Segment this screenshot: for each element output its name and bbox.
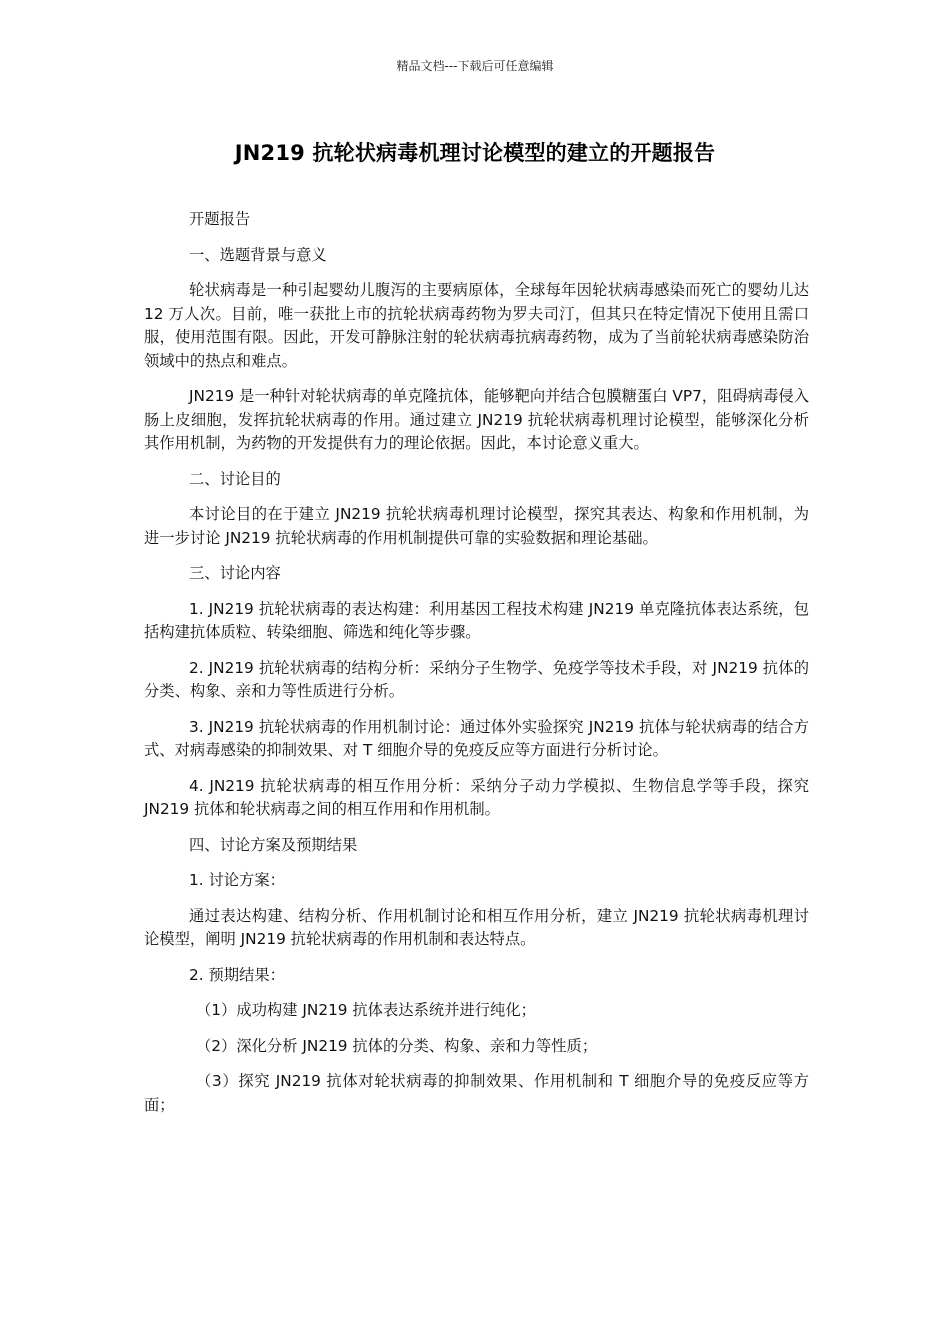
page-header-note: 精品文档---下载后可任意编辑 [396,59,554,73]
document-body [144,208,809,1129]
paragraph-purpose: 本讨论目的在于建立 JN219 抗轮状病毒机理讨论模型，探究其表达、构象和作用机制，为进一步讨论 JN219 抗轮状病毒的作用机制提供可靠的实验数据和理论基础。 [144,505,809,547]
paragraph-report-label: 开题报告 [189,210,251,228]
subheading-plan: 1. 讨论方案： [189,871,285,889]
section-heading-purpose: 二、讨论目的 [189,469,281,488]
paragraph-background-1: 轮状病毒是一种引起婴幼儿腹泻的主要病原体，全球每年因轮状病毒感染而死亡的婴幼儿达 12 万人次。目前，唯一获批上市的抗轮状病毒药物为罗夫司汀，但其只在特定情况下使用且需口服，使用范围有限。因此，开发可静脉注射的轮状病毒抗病毒药物，成为了当前轮状病毒感染防治领域中的热点和难点。 [144,281,809,370]
section-heading-background: 一、选题背景与意义 [189,245,327,264]
paragraph-content-item-2: 2. JN219 抗轮状病毒的结构分析：采纳分子生物学、免疫学等技术手段，对 JN219 抗体的分类、构象、亲和力等性质进行分析。 [144,658,809,700]
subheading-expected-results: 2. 预期结果： [189,965,285,984]
paragraph-background-2: JN219 是一种针对轮状病毒的单克隆抗体，能够靶向并结合包膜糖蛋白 VP7，阻碍病毒侵入肠上皮细胞，发挥抗轮状病毒的作用。通过建立 JN219 抗轮状病毒机理讨论模型，能够深化分析其作用机制，为药物的开发提供有力的理论依据。因此，本讨论意义重大。 [144,387,809,452]
expected-result-1: （1）成功构建 JN219 抗体表达系统并进行纯化； [196,1001,536,1019]
section-heading-plan: 四、讨论方案及预期结果 [189,835,358,854]
paragraph-content-item-1: 1. JN219 抗轮状病毒的表达构建：利用基因工程技术构建 JN219 单克隆抗体表达系统，包括构建抗体质粒、转染细胞、筛选和纯化等步骤。 [144,599,809,641]
section-heading-content: 三、讨论内容 [189,564,281,582]
document-title: JN219 抗轮状病毒机理讨论模型的建立的开题报告 [234,141,716,165]
paragraph-content-item-4: 4. JN219 抗轮状病毒的相互作用分析：采纳分子动力学模拟、生物信息学等手段，探究 JN219 抗体和轮状病毒之间的相互作用和作用机制。 [144,776,809,818]
expected-result-2: （2）深化分析 JN219 抗体的分类、构象、亲和力等性质； [196,1036,598,1055]
paragraph-plan: 通过表达构建、结构分析、作用机制讨论和相互作用分析，建立 JN219 抗轮状病毒机理讨论模型，阐明 JN219 抗轮状病毒的作用机制和表达特点。 [144,906,809,948]
expected-result-3: （3）探究 JN219 抗体对轮状病毒的抑制效果、作用机制和 T 细胞介导的免疫反应等方面； [144,1072,809,1114]
paragraph-content-item-3: 3. JN219 抗轮状病毒的作用机制讨论：通过体外实验探究 JN219 抗体与轮状病毒的结合方式、对病毒感染的抑制效果、对 T 细胞介导的免疫反应等方面进行分析讨论。 [144,717,809,759]
